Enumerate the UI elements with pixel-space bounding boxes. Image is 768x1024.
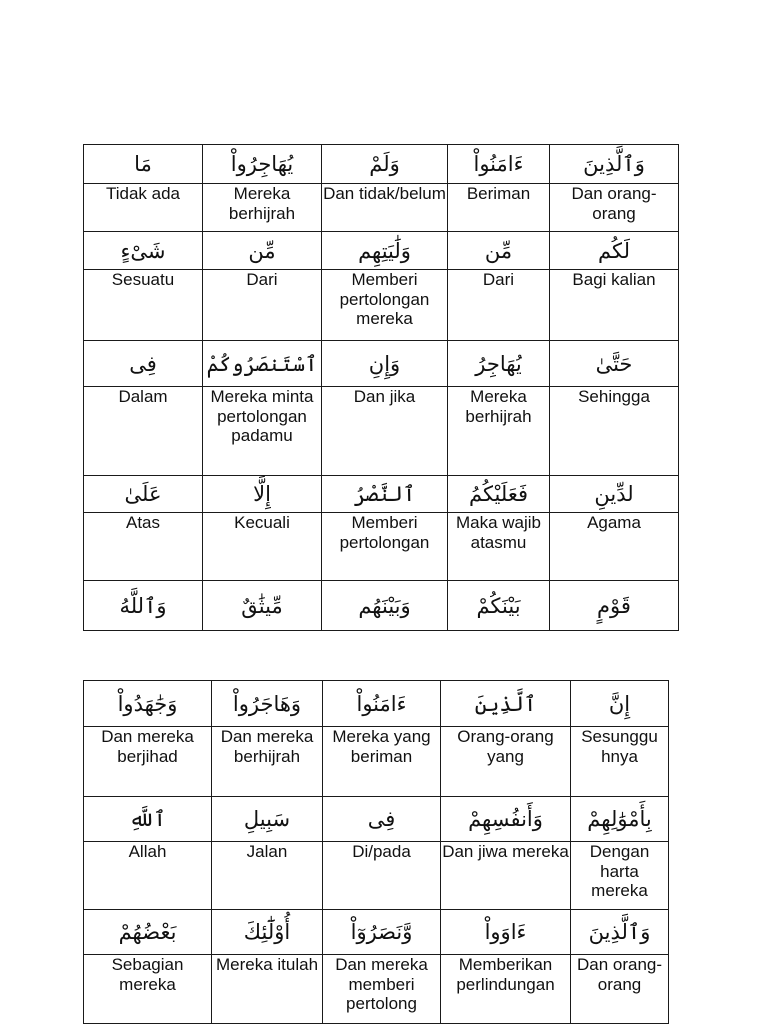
meaning-text: Mereka berhijrah (448, 387, 550, 476)
arabic-word: ٱلَّذِينَ (441, 681, 571, 727)
arabic-word: ٱسْتَنصَرُوكُمْ (203, 341, 322, 387)
meaning-text: Maka wajib atasmu (448, 513, 550, 581)
arabic-word: إِنَّ (571, 681, 669, 727)
meaning-text: Jalan (212, 842, 323, 910)
arabic-word: وَٱللَّهُ (84, 581, 203, 631)
arabic-row (84, 476, 679, 513)
vocabulary-table-2 (83, 680, 669, 1024)
meaning-text: Dan jika (322, 387, 448, 476)
meaning-text: Mereka berhijrah (203, 184, 322, 232)
meaning-text: Dan mereka memberi pertolong (323, 955, 441, 1024)
arabic-word: ٱلنَّصْرُ (322, 476, 448, 513)
meaning-text: Sebagian mereka (84, 955, 212, 1024)
meaning-text: Sesunggu hnya (571, 727, 669, 797)
arabic-word: مِّن (203, 232, 322, 270)
meaning-row (84, 842, 669, 910)
arabic-row (84, 145, 679, 184)
arabic-row (84, 797, 669, 842)
arabic-word: قَوْمٍ (550, 581, 679, 631)
meaning-text: Dari (203, 270, 322, 341)
meaning-text: Beriman (448, 184, 550, 232)
meaning-text: Dari (448, 270, 550, 341)
meaning-text: Dan tidak/belum (322, 184, 448, 232)
arabic-word: فَعَلَيْكُمُ (448, 476, 550, 513)
meaning-text: Memberikan perlindungan (441, 955, 571, 1024)
arabic-word: حَتَّىٰ (550, 341, 679, 387)
arabic-word: مَا (84, 145, 203, 184)
arabic-row (84, 910, 669, 955)
arabic-word: وَٱلَّذِينَ (571, 910, 669, 955)
meaning-text: Mereka yang beriman (323, 727, 441, 797)
meaning-text: Mereka itulah (212, 955, 323, 1024)
meaning-row (84, 955, 669, 1024)
meaning-text: Di/pada (323, 842, 441, 910)
arabic-row (84, 232, 679, 270)
arabic-word: وَإِنِ (322, 341, 448, 387)
arabic-word: ءَامَنُواْ (323, 681, 441, 727)
meaning-text: Dalam (84, 387, 203, 476)
meaning-row (84, 270, 679, 341)
arabic-word: وَأَنفُسِهِمْ (441, 797, 571, 842)
arabic-word: أُوْلَٰٓئِكَ (212, 910, 323, 955)
meaning-text: Tidak ada (84, 184, 203, 232)
meaning-text: Sesuatu (84, 270, 203, 341)
arabic-row (84, 681, 669, 727)
meaning-text: Mereka minta pertolongan padamu (203, 387, 322, 476)
arabic-word: مِّن (448, 232, 550, 270)
arabic-word: شَىْءٍ (84, 232, 203, 270)
meaning-text: Orang-orang yang (441, 727, 571, 797)
arabic-row (84, 341, 679, 387)
meaning-row (84, 184, 679, 232)
meaning-row (84, 513, 679, 581)
arabic-word: بَعْضُهُمْ (84, 910, 212, 955)
meaning-text: Dan jiwa mereka (441, 842, 571, 910)
arabic-word: عَلَىٰ (84, 476, 203, 513)
arabic-word: يُهَاجِرُواْ (203, 145, 322, 184)
vocabulary-table-1 (83, 144, 679, 631)
arabic-word: وَٱلَّذِينَ (550, 145, 679, 184)
arabic-word: بَيْنَكُمْ (448, 581, 550, 631)
meaning-row (84, 727, 669, 797)
meaning-text: Memberi pertolongan mereka (322, 270, 448, 341)
arabic-word: مِّيثَٰقٌ (203, 581, 322, 631)
arabic-word: ءَامَنُواْ (448, 145, 550, 184)
arabic-row (84, 581, 679, 631)
arabic-word: وَلَٰيَتِهِم (322, 232, 448, 270)
meaning-text: Dan orang-orang (550, 184, 679, 232)
arabic-word: لَكُم (550, 232, 679, 270)
arabic-word: وَلَمْ (322, 145, 448, 184)
arabic-word: فِى (323, 797, 441, 842)
meaning-text: Bagi kalian (550, 270, 679, 341)
meaning-text: Sehingga (550, 387, 679, 476)
meaning-text: Agama (550, 513, 679, 581)
arabic-word: فِى (84, 341, 203, 387)
meaning-text: Kecuali (203, 513, 322, 581)
arabic-word: لدِّينِ (550, 476, 679, 513)
arabic-word: ءَاوَواْ (441, 910, 571, 955)
meaning-text: Dan mereka berhijrah (212, 727, 323, 797)
meaning-text: Dan orang-orang (571, 955, 669, 1024)
meaning-text: Dengan harta mereka (571, 842, 669, 910)
meaning-text: Atas (84, 513, 203, 581)
meaning-text: Dan mereka berjihad (84, 727, 212, 797)
arabic-word: إِلَّا (203, 476, 322, 513)
arabic-word: وَهَاجَرُواْ (212, 681, 323, 727)
meaning-text: Allah (84, 842, 212, 910)
meaning-text: Memberi pertolongan (322, 513, 448, 581)
arabic-word: ٱللَّهِ (84, 797, 212, 842)
arabic-word: وَّنَصَرُوٓاْ (323, 910, 441, 955)
meaning-row (84, 387, 679, 476)
arabic-word: بِأَمْوَٰلِهِمْ (571, 797, 669, 842)
arabic-word: وَجَٰهَدُواْ (84, 681, 212, 727)
arabic-word: يُهَاجِرُ (448, 341, 550, 387)
arabic-word: وَبَيْنَهُم (322, 581, 448, 631)
arabic-word: سَبِيلِ (212, 797, 323, 842)
